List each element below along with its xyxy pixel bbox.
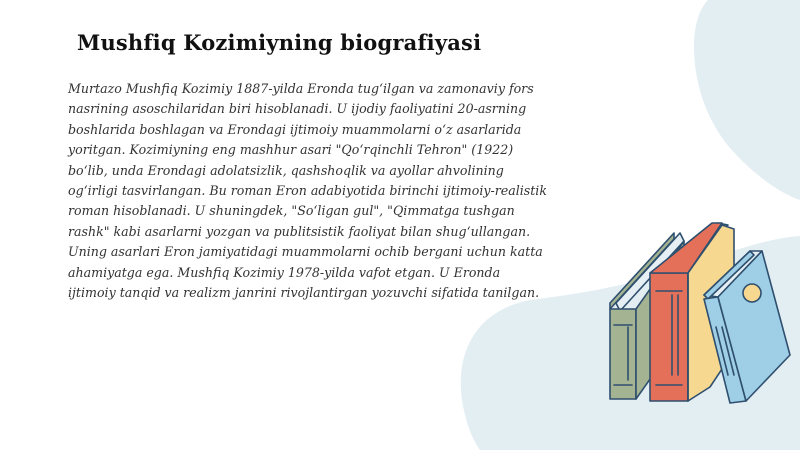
books-illustration-icon bbox=[600, 215, 800, 415]
biography-paragraph: Murtazo Mushfiq Kozimiy 1887-yilda Eronda tug‘ilgan va zamonaviy fors nasrining asoschilaridan biri hisoblanadi. U ijodiy faoliyatini 20-asrning boshlarida boshlagan va Erondagi ijtimoiy muammolarni o‘z asarlarida yoritgan. Kozimiyning eng mashhur asari "Qo‘rqinchli Tehron" (1922) bo‘lib, unda Erondagi adolatsizlik, qashshoqlik va ayollar ahvolining og‘irligi tasvirlangan. Bu roman Eron adabiyotida birinchi ijtimoiy-realistik roman hisoblanadi. U shuningdek, "So‘ligan gul", "Qimmatga tushgan rashk" kabi asarlarni yozgan va publitsistik faoliyat bilan shug‘ullangan. Uning asarlari Eron jamiyatidagi muammolarni ochib bergani uchun katta ahamiyatga ega. Mushfiq Kozimiy 1978-yilda vafot etgan. U Eronda ijtimoiy tanqid va realizm janrini rivojlantirgan yozuvchi sifatida tanilgan. bbox=[68, 81, 547, 301]
top-right-blob bbox=[694, 0, 800, 200]
slide-title: Mushfiq Kozimiyning biografiyasi bbox=[77, 30, 482, 55]
